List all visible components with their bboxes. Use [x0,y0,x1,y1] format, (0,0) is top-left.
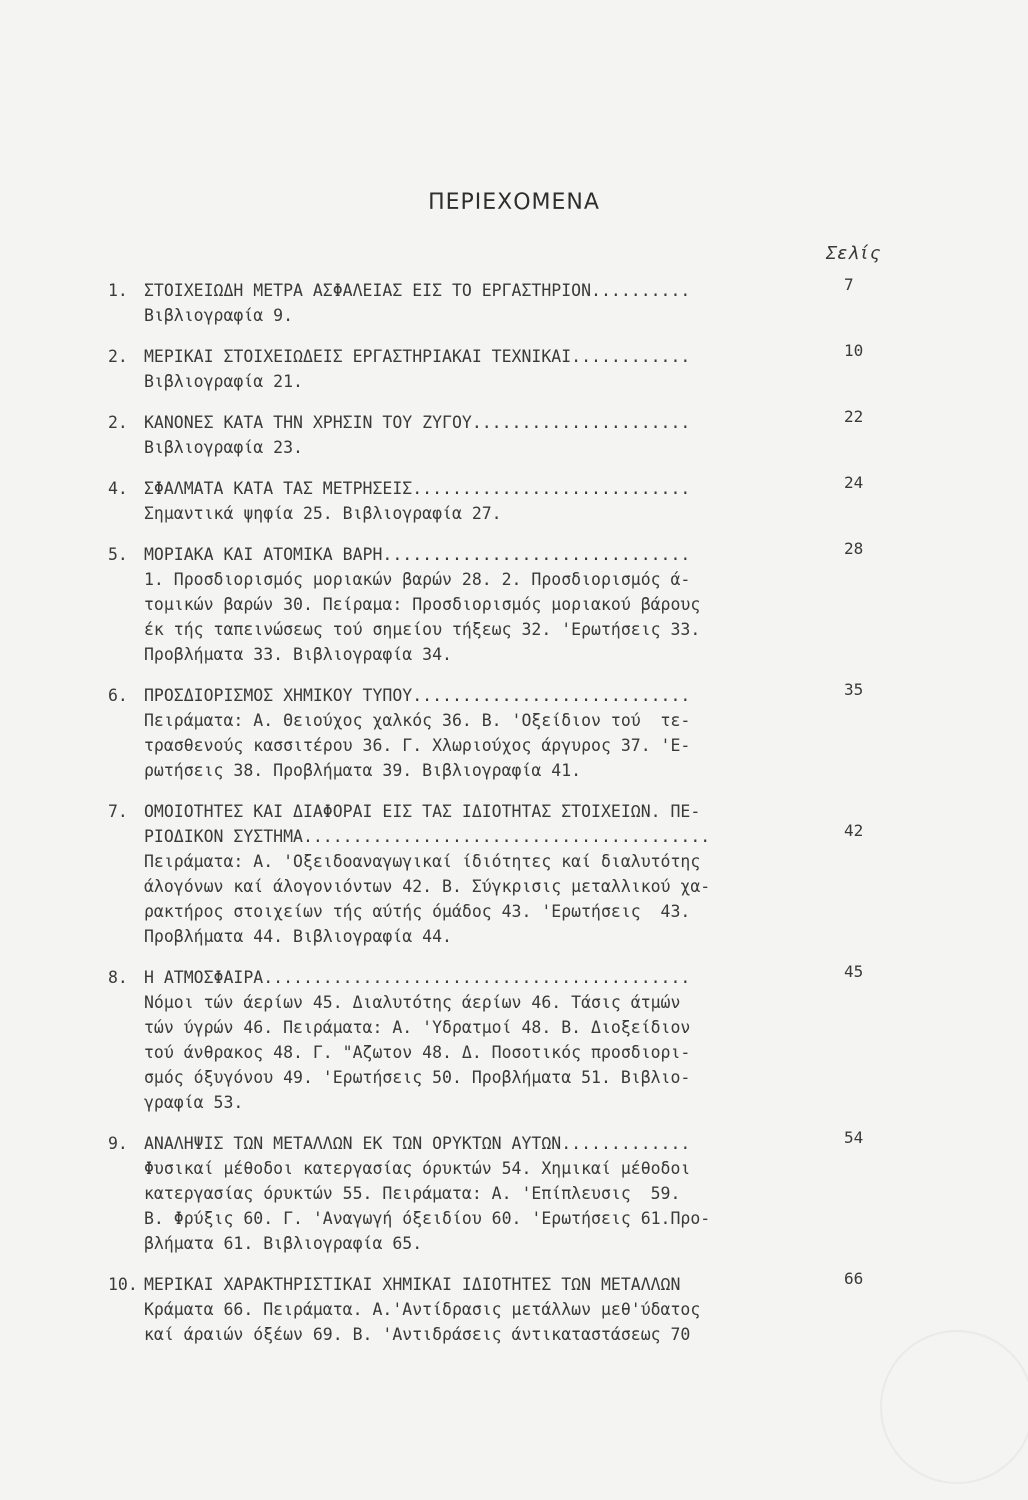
toc-entry-subline: Σημαντικά ψηφία 25. Βιβλιογραφία 27. [144,504,502,523]
toc-entry-subline: Κράματα 66. Πειράματα. Α.'Αντίδρασις μετάλλων μεθ'ύδατος [144,1300,701,1319]
toc-entry-subline: Προβλήματα 33. Βιβλιογραφία 34. [144,645,452,664]
toc-entry [108,799,898,949]
toc-entry [108,539,898,667]
toc-entry-title-line [108,680,898,708]
pages-column-label: Σελίς [826,243,881,264]
toc-entry [108,407,898,460]
toc-entry-page-number: 22 [844,407,864,426]
toc-entry-title-continuation: ΡΙΟΔΙΚΟΝ ΣΥΣΤΗΜΑ......................................... 42 [108,824,898,849]
toc-entry-number: 5. [108,545,128,564]
toc-entry-subline: τού άνθρακος 48. Γ. "Αζωτον 48. Δ. Ποσοτικός προσδιορι- [144,1043,691,1062]
toc-entry-subline: άλογόνων καί άλογονιόντων 42. Β. Σύγκρισις μεταλλικού χα- [144,877,711,896]
toc-entry-subline: ρακτήρος στοιχείων τής αύτής όμάδος 43. 'Ερωτήσεις 43. [144,902,691,921]
toc-entry-title: ΠΡΟΣΔΙΟΡΙΣΜΟΣ ΧΗΜΙΚΟΥ ΤΥΠΟΥ............................ [144,686,691,705]
toc-entry-title: ΜΟΡΙΑΚΑ ΚΑΙ ΑΤΟΜΙΚΑ ΒΑΡΗ............................... [144,545,691,564]
toc-entry [108,962,898,1115]
toc-entry-title: ΟΜΟΙΟΤΗΤΕΣ ΚΑΙ ΔΙΑΦΟΡΑΙ ΕΙΣ ΤΑΣ ΙΔΙΟΤΗΤΑΣ ΣΤΟΙΧΕΙΩΝ. ΠΕ- [144,802,701,821]
page-heading: ΠΕΡΙΕΧΟΜΕΝΑ [428,190,600,215]
toc-entry [108,1269,898,1347]
toc-entry-title-line [108,407,898,435]
toc-entry-page-number: 42 [844,821,864,840]
toc-entry-number: 2. [108,413,128,432]
toc-entry-subline: Βιβλιογραφία 23. [144,438,303,457]
toc-entry-subline: Βιβλιογραφία 9. [144,306,294,325]
toc-entry-title-line [108,1128,898,1156]
toc-entry-subline: βλήματα 61. Βιβλιογραφία 65. [144,1234,423,1253]
toc-entry [108,473,898,526]
toc-entry-title-line [108,799,898,824]
toc-entry-page-number: 66 [844,1269,864,1288]
toc-entry-subline: ρωτήσεις 38. Προβλήματα 39. Βιβλιογραφία 41. [144,761,582,780]
toc-entry-title-line [108,1269,898,1297]
library-stamp [880,1330,1028,1484]
toc-entry-page-number: 7 [844,275,854,294]
toc-entries [108,275,898,1363]
toc-entry-title: ΑΝΑΛΗΨΙΣ ΤΩΝ ΜΕΤΑΛΛΩΝ ΕΚ ΤΩΝ ΟΡΥΚΤΩΝ ΑΥΤΩΝ............. [144,1134,691,1153]
toc-entry-title: ΜΕΡΙΚΑΙ ΣΤΟΙΧΕΙΩΔΕΙΣ ΕΡΓΑΣΤΗΡΙΑΚΑΙ ΤΕΧΝΙΚΑΙ............ [144,347,691,366]
toc-entry-subline: σμός όξυγόνου 49. 'Ερωτήσεις 50. Προβλήματα 51. Βιβλιο- [144,1068,691,1087]
toc-entry-subline: Β. Φρύξις 60. Γ. 'Αναγωγή όξειδίου 60. 'Ερωτήσεις 61.Προ- [144,1209,711,1228]
toc-entry-title: ΚΑΝΟΝΕΣ ΚΑΤΑ ΤΗΝ ΧΡΗΣΙΝ ΤΟΥ ΖΥΓΟΥ...................... [144,413,691,432]
toc-entry-page-number: 54 [844,1128,864,1147]
toc-entry-title-line [108,473,898,501]
toc-entry [108,275,898,328]
toc-entry-subline: Πειράματα: Α. 'Οξειδοαναγωγικαί ίδιότητες καί διαλυτότης [144,852,701,871]
toc-entry-page-number: 10 [844,341,864,360]
toc-entry-title-line [108,275,898,303]
toc-entry-title: Η ΑΤΜΟΣΦΑΙΡΑ........................................... [144,968,691,987]
toc-entry-number: 4. [108,479,128,498]
toc-entry-subline: τών ύγρών 46. Πειράματα: Α. 'Υδρατμοί 48. Β. Διοξείδιον [144,1018,691,1037]
toc-entry-title-line [108,341,898,369]
toc-entry-title: ΣΦΑΛΜΑΤΑ ΚΑΤΑ ΤΑΣ ΜΕΤΡΗΣΕΙΣ............................ [144,479,691,498]
toc-entry-page-number: 28 [844,539,864,558]
toc-entry-number: 6. [108,686,128,705]
toc-entry-title-line [108,539,898,567]
toc-entry-subline: έκ τής ταπεινώσεως τού σημείου τήξεως 32. 'Ερωτήσεις 33. [144,620,701,639]
toc-entry-page-number: 45 [844,962,864,981]
toc-entry-number: 1. [108,281,128,300]
toc-entry-number: 7. [108,802,128,821]
toc-entry-title: ΜΕΡΙΚΑΙ ΧΑΡΑΚΤΗΡΙΣΤΙΚΑΙ ΧΗΜΙΚΑΙ ΙΔΙΟΤΗΤΕΣ ΤΩΝ ΜΕΤΑΛΛΩΝ [144,1275,681,1294]
toc-entry-number: 10. [108,1275,138,1294]
toc-entry-subline: γραφία 53. [144,1093,244,1112]
toc-entry-subline: Φυσικαί μέθοδοι κατεργασίας όρυκτών 54. Χημικαί μέθοδοι [144,1159,691,1178]
toc-entry-subline: κατεργασίας όρυκτών 55. Πειράματα: Α. 'Επίπλευσις 59. [144,1184,681,1203]
toc-entry-subline: τομικών βαρών 30. Πείραμα: Προσδιορισμός μοριακού βάρους [144,595,701,614]
toc-entry-number: 2. [108,347,128,366]
toc-entry-number: 8. [108,968,128,987]
toc-entry-title: ΣΤΟΙΧΕΙΩΔΗ ΜΕΤΡΑ ΑΣΦΑΛΕΙΑΣ ΕΙΣ ΤΟ ΕΡΓΑΣΤΗΡΙΟΝ.......... [144,281,691,300]
toc-entry-subline: 1. Προσδιορισμός μοριακών βαρών 28. 2. Προσδιορισμός ά- [144,570,691,589]
toc-entry [108,1128,898,1256]
toc-entry-title-line [108,962,898,990]
toc-entry-page-number: 35 [844,680,864,699]
toc-entry [108,680,898,783]
toc-entry-page-number: 24 [844,473,864,492]
toc-entry-subline: καί άραιών όξέων 69. Β. 'Αντιδράσεις άντικαταστάσεως 70 [144,1325,691,1344]
toc-entry-subline: Νόμοι τών άερίων 45. Διαλυτότης άερίων 46. Τάσις άτμών [144,993,681,1012]
toc-entry-number: 9. [108,1134,128,1153]
toc-entry-subline: τρασθενούς κασσιτέρου 36. Γ. Χλωριούχος άργυρος 37. 'Ε- [144,736,691,755]
toc-entry-subline: Βιβλιογραφία 21. [144,372,303,391]
toc-entry-subline: Πειράματα: Α. Θειούχος χαλκός 36. Β. 'Οξείδιον τού τε- [144,711,691,730]
toc-entry-subline: Προβλήματα 44. Βιβλιογραφία 44. [144,927,452,946]
toc-entry [108,341,898,394]
